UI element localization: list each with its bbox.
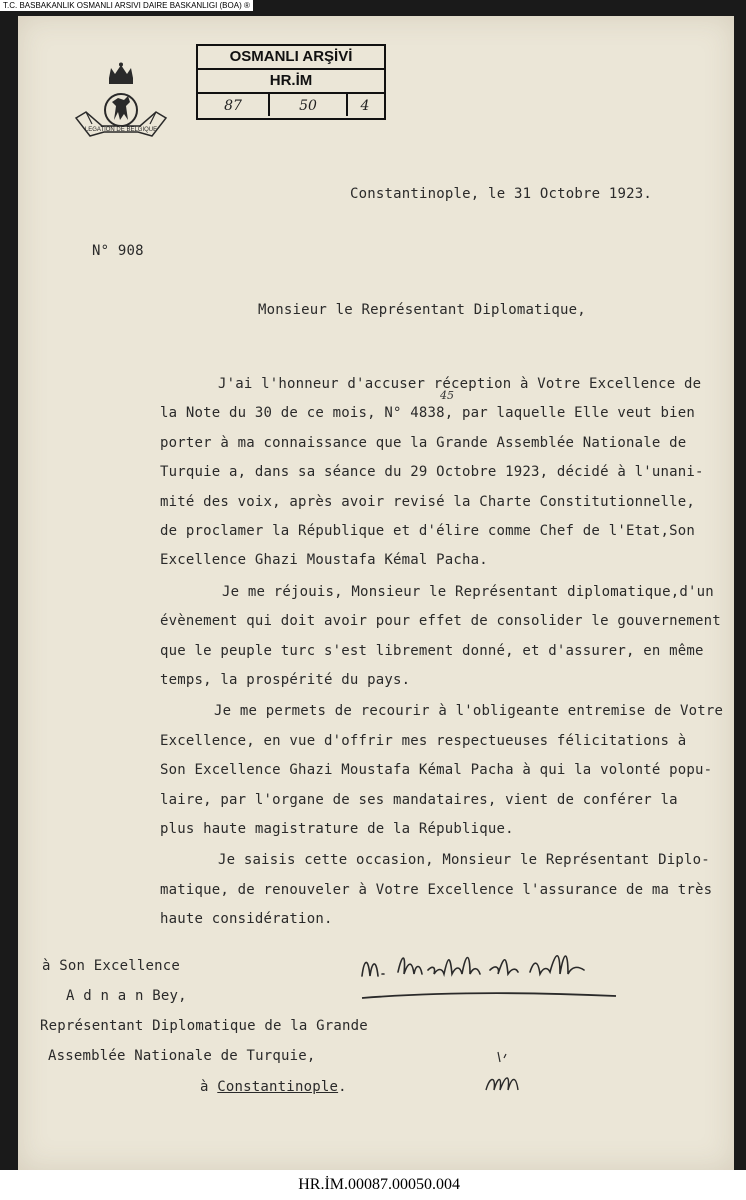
handwritten-annotation-icon: [480, 1046, 524, 1102]
archive-header-label: T.C. BASBAKANLIK OSMANLI ARSIVI DAIRE BASKANLIGI (BOA) ®: [0, 0, 253, 11]
body-line: Je saisis cette occasion, Monsieur le Représentant Diplo-: [218, 852, 710, 868]
body-line: la Note du 30 de ce mois, N° 4838, par laquelle Elle veut bien: [160, 405, 695, 421]
handwritten-signature: [358, 946, 620, 1004]
body-line: Son Excellence Ghazi Moustafa Kémal Pacha à qui la volonté popu-: [160, 762, 713, 778]
archive-stamp: [196, 44, 386, 120]
archive-reference-code: HR.İM.00087.00050.004: [298, 1176, 460, 1193]
crest-motto: LEGATION DE BELGIQUE: [84, 127, 158, 133]
body-line: matique, de renouveler à Votre Excellence l'assurance de ma très: [160, 882, 713, 898]
addressee-city: Constantinople: [217, 1079, 339, 1095]
body-line: Excellence, en vue d'offrir mes respectueuses félicitations à: [160, 733, 687, 749]
letter-number: N° 908: [92, 243, 144, 259]
body-line: laire, par l'organe de ses mandataires, vient de conférer la: [160, 792, 678, 808]
body-line: J'ai l'honneur d'accuser réception à Votre Excellence de: [218, 376, 702, 392]
body-line: de proclamer la République et d'élire comme Chef de l'Etat,Son: [160, 523, 695, 539]
addressee-line: A d n a n Bey,: [66, 988, 187, 1004]
body-line: haute considération.: [160, 911, 333, 927]
body-line: Je me réjouis, Monsieur le Représentant diplomatique,d'un: [222, 584, 714, 600]
stamp-cell-item: 4: [360, 98, 370, 114]
stamp-title: OSMANLI ARŞİVİ: [198, 46, 384, 70]
city-prefix: à: [200, 1079, 209, 1095]
body-line: plus haute magistrature de la République.: [160, 821, 514, 837]
salutation: Monsieur le Représentant Diplomatique,: [258, 302, 586, 318]
body-line: mité des voix, après avoir revisé la Charte Constitutionnelle,: [160, 494, 695, 510]
addressee-city-line: [200, 1079, 347, 1095]
body-line: porter à ma connaissance que la Grande Assemblée Nationale de: [160, 435, 687, 451]
stamp-fond: HR.İM: [198, 70, 384, 94]
body-line: que le peuple turc s'est librement donné, et d'assurer, en même: [160, 643, 704, 659]
body-line: temps, la prospérité du pays.: [160, 672, 411, 688]
handwritten-note-number: 45: [440, 389, 454, 402]
stamp-cell-folder: 50: [270, 94, 348, 116]
city-suffix: .: [338, 1079, 347, 1095]
place-date: Constantinople, le 31 Octobre 1923.: [350, 186, 653, 202]
stamp-cells: [198, 94, 384, 116]
body-line: Excellence Ghazi Moustafa Kémal Pacha.: [160, 552, 488, 568]
body-line: Turquie a, dans sa séance du 29 Octobre 1923, décidé à l'unani-: [160, 464, 704, 480]
stamp-cell-box: 87: [198, 94, 270, 116]
body-line: évènement qui doit avoir pour effet de consolider le gouvernement: [160, 613, 721, 629]
addressee-line: Assemblée Nationale de Turquie,: [48, 1048, 316, 1064]
belgian-legation-crest-icon: [72, 62, 170, 146]
addressee-line: Représentant Diplomatique de la Grande: [40, 1018, 368, 1034]
addressee-line: à Son Excellence: [42, 958, 181, 974]
body-line: Je me permets de recourir à l'obligeante entremise de Votre: [214, 703, 724, 719]
